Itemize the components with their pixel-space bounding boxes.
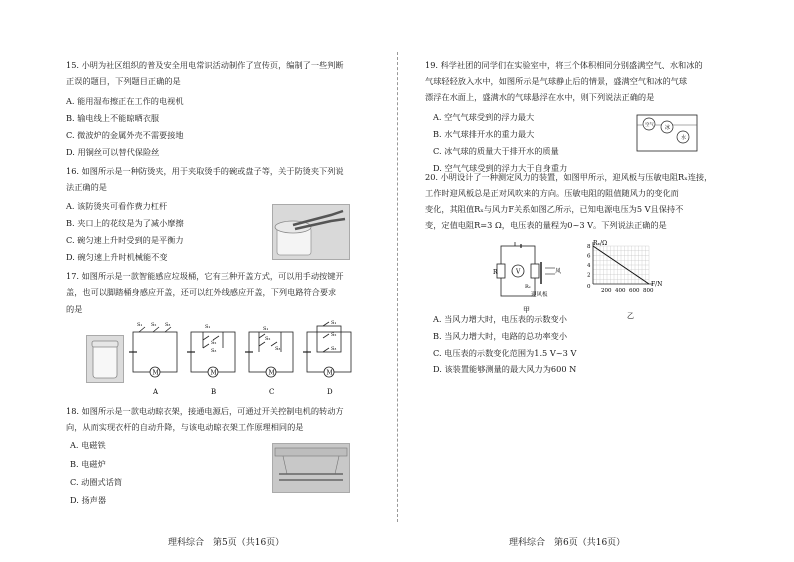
q17-circuit-options <box>125 318 365 400</box>
q16-stem-line1: 16. 如图所示是一种防烫夹，用于夹取烫手的碗或盘子等，关于防烫夹下列说 <box>66 166 344 176</box>
q16-option-c: C. 碗匀速上升时受到的是平衡力 <box>66 235 184 245</box>
motor-label: M <box>326 369 333 377</box>
q20-stem-line1: 20. 小明设计了一种测定风力的装置，如图甲所示，迎风板与压敏电阻Rₓ连接， <box>425 172 713 182</box>
switch-label: S₃ <box>165 322 171 328</box>
q19-stem-line1: 19. 科学社团的同学们在实验室中，将三个体积相同分别盛满空气、水和冰的 <box>425 60 703 70</box>
origin-label: 0 <box>587 284 591 290</box>
q20-stem-line4: 变，定值电阻R=3 Ω，电压表的量程为0~3 V。下列说法正确的是 <box>425 220 667 230</box>
right-page-footer: 理科综合 第6页（共16页） <box>509 538 626 548</box>
balloon-label-air: 空气 <box>645 123 654 128</box>
circuit-b <box>187 324 235 396</box>
balloon-label-ice: 冰 <box>665 125 671 131</box>
pressure-resistor <box>531 264 539 278</box>
tongs-photo <box>272 204 350 260</box>
switch-label: S₁ <box>205 324 211 330</box>
q18-option-c: C. 动圈式话筒 <box>70 477 123 487</box>
switch-label: S₁ <box>263 326 269 332</box>
switch-label: S₂ <box>151 322 157 328</box>
chart-xlabel: F/N <box>651 281 663 288</box>
figure-jia-label: 甲 <box>523 306 530 314</box>
switch-label: S₃ <box>331 346 337 352</box>
q19-option-b: B. 水气球排开水的重力最大 <box>433 129 535 139</box>
q20-option-b: B. 当风力增大时，电路的总功率变小 <box>433 331 568 341</box>
q20-option-d: D. 该装置能够测量的最大风力为600 N <box>433 364 577 374</box>
motor-label: M <box>268 369 275 377</box>
q15-stem-line1: 15. 小明为社区组织的普及安全用电常识活动制作了宣传页，编制了一些判断 <box>66 60 344 70</box>
circuit-c <box>245 326 293 396</box>
circuit-label-a: A <box>153 388 159 396</box>
balloons-in-tank-figure <box>635 113 699 153</box>
resistor-rx-label: Rₓ <box>525 284 531 290</box>
q16-option-d: D. 碗匀速上升时机械能不变 <box>66 252 168 262</box>
y-tick-label: 8 <box>587 244 591 250</box>
y-tick-label: 6 <box>587 253 591 260</box>
circuit-a <box>129 322 177 396</box>
q17-stem-line2: 盖，也可以脚踏桶身感应开盖，还可以红外线感应开盖，下列电路符合要求 <box>66 287 337 297</box>
q15-option-a: A. 能用湿布擦正在工作的电视机 <box>66 96 184 106</box>
y-tick-label: 2 <box>587 272 591 279</box>
y-tick-label: 4 <box>587 263 591 269</box>
x-tick-label: 800 <box>643 288 654 294</box>
wind-label: 风 <box>555 268 562 275</box>
switch-label: S₂ <box>331 332 337 338</box>
q18-option-b: B. 电磁炉 <box>70 459 106 469</box>
q18-option-a: A. 电磁铁 <box>70 440 106 450</box>
q18-option-d: D. 扬声器 <box>70 495 107 505</box>
q20-option-c: C. 电压表的示数变化范围为1.5 V~3 V <box>433 348 577 358</box>
q17-stem-line1: 17. 如图所示是一款智能感应垃圾桶，它有三种开盖方式，可以用手动按键开 <box>66 271 344 281</box>
motor-label: M <box>152 369 159 377</box>
chart-ylabel: Rₓ/Ω <box>593 240 608 247</box>
switch-label: S₂ <box>211 340 217 346</box>
q15-option-d: D. 用铜丝可以替代保险丝 <box>66 147 160 157</box>
switch-label: S₁ <box>331 320 337 326</box>
clothes-rack-photo <box>272 443 350 493</box>
switch-label: S₂ <box>265 336 271 342</box>
x-tick-label: 200 <box>601 288 612 294</box>
voltmeter-label: V <box>516 268 521 276</box>
q19-option-d: D. 空气气球受到的浮力大于自身重力 <box>433 163 568 173</box>
circuit-label-b: B <box>211 388 217 396</box>
q15-option-b: B. 输电线上不能晾晒衣服 <box>66 113 160 123</box>
q16-option-b: B. 夹口上的花纹是为了减小摩擦 <box>66 218 184 228</box>
fixed-resistor <box>497 264 505 278</box>
motor-label: M <box>210 369 217 377</box>
q20-stem-line3: 变化，其阻值Rₓ与风力F关系如图乙所示，已知电源电压为5 V且保持不 <box>425 204 684 214</box>
wind-circuit-figure <box>493 240 573 314</box>
q16-stem-line2: 法正确的是 <box>66 182 107 192</box>
circuit-label-d: D <box>327 388 333 396</box>
q15-option-c: C. 微波炉的金属外壳不需要接地 <box>66 130 184 140</box>
left-page-footer: 理科综合 第5页（共16页） <box>168 538 285 548</box>
resistor-r-label: R <box>493 269 498 276</box>
balloon-label-water: 水 <box>681 135 687 141</box>
trash-can-photo <box>86 335 124 383</box>
q18-stem-line2: 向，从而实现衣杆的自动升降，与该电动晾衣架工作原理相同的是 <box>66 422 304 432</box>
circuit-d <box>303 320 351 396</box>
q19-stem-line3: 漂浮在水面上，盛满水的气球悬浮在水中，则下列说法正确的是 <box>425 92 655 102</box>
q17-stem-line3: 的是 <box>66 304 83 314</box>
circuit-label-c: C <box>269 388 275 396</box>
switch-label: S₃ <box>211 348 217 354</box>
x-tick-label: 400 <box>615 288 626 294</box>
q15-stem-line2: 正误的题目，下列题目正确的是 <box>66 76 181 86</box>
q18-stem-line1: 18. 如图所示是一款电动晾衣架，接通电源后，可通过开关控制电机的转动方 <box>66 406 344 416</box>
q16-option-a: A. 该防烫夹可看作费力杠杆 <box>66 201 168 211</box>
q20-stem-line2: 工作时迎风板总是正对风吹来的方向。压敏电阻的阻值随风力的变化而 <box>425 188 679 198</box>
q19-stem-line2: 气球轻轻放入水中，如图所示是气球静止后的情景，盛满空气和冰的气球 <box>425 76 688 86</box>
q20-option-a: A. 当风力增大时，电压表的示数变小 <box>433 314 567 324</box>
q19-option-a: A. 空气气球受到的浮力最大 <box>433 112 535 122</box>
figure-yi-label: 乙 <box>627 312 634 320</box>
q19-option-c: C. 冰气球的质量大于排开水的质量 <box>433 146 559 156</box>
switch-label: S₃ <box>275 346 281 352</box>
x-tick-label: 600 <box>629 288 640 294</box>
switch-label: S₁ <box>137 322 143 328</box>
right-page <box>397 0 794 562</box>
rx-force-chart <box>579 238 675 324</box>
board-label: 迎风板 <box>531 292 548 298</box>
